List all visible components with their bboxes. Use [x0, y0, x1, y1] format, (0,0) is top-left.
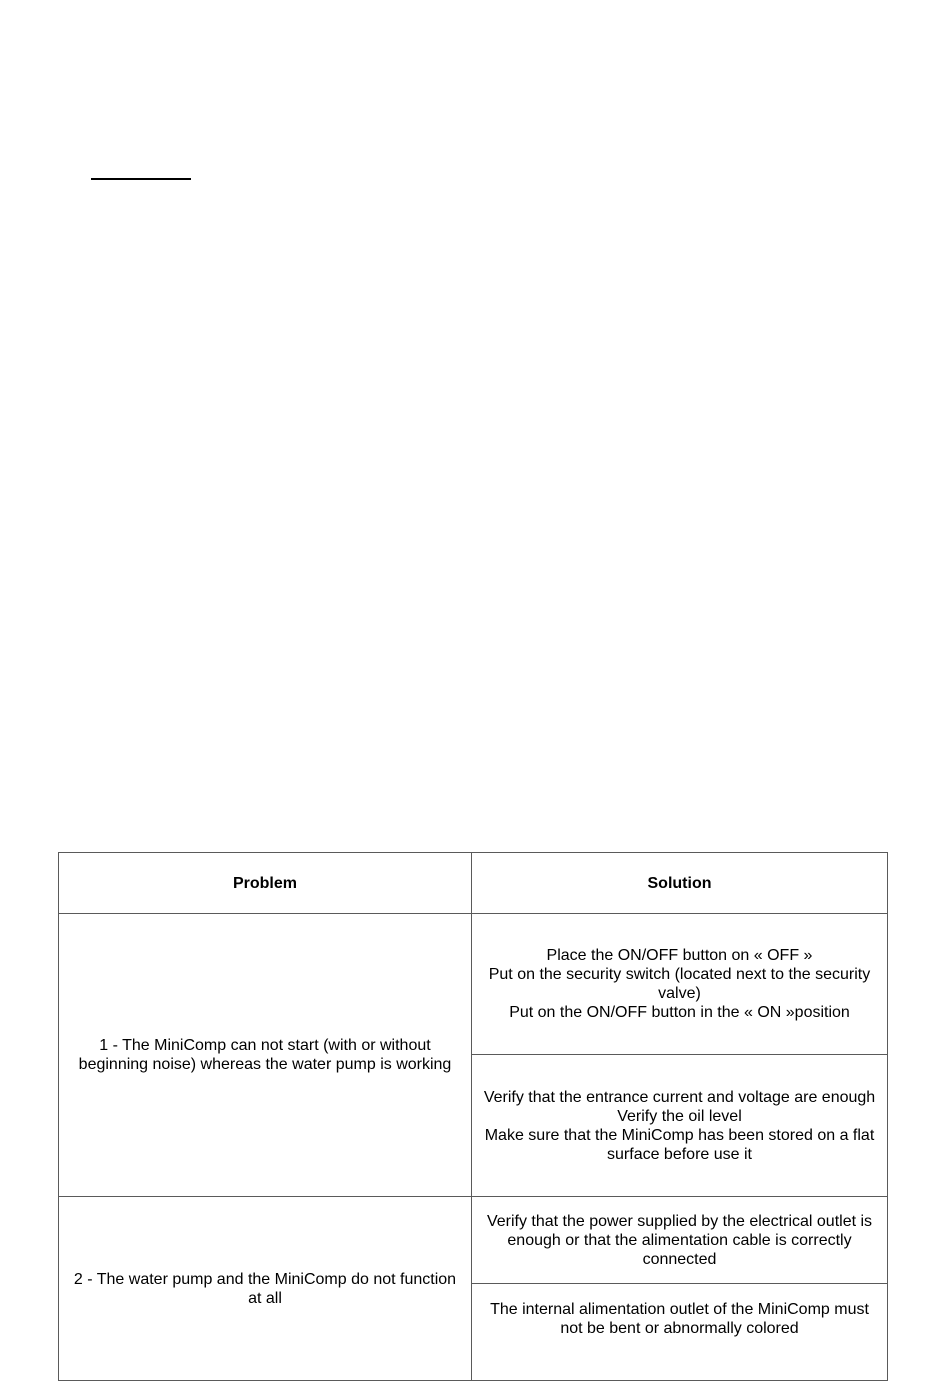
- solution-cell: [472, 1197, 888, 1284]
- solution-line: Put on the ON/OFF button in the « ON »position: [509, 1004, 850, 1021]
- table-header-row: [59, 853, 888, 914]
- troubleshooting-table: [58, 852, 888, 1381]
- solution-header: Solution: [472, 853, 888, 914]
- problem-cell: 1 - The MiniComp can not start (with or without beginning noise) whereas the water pump is working: [59, 914, 472, 1197]
- solution-line: Put on the security switch (located next to the security valve): [488, 966, 871, 1002]
- solution-line: Verify that the entrance current and voltage are enough: [483, 1088, 876, 1106]
- problem-cell: 2 - The water pump and the MiniComp do not function at all: [59, 1197, 472, 1381]
- table-row: [59, 914, 888, 1055]
- solution-line: Make sure that the MiniComp has been stored on a flat surface before use it: [484, 1126, 875, 1163]
- solution-cell: [472, 1055, 888, 1197]
- problem-header: Problem: [59, 853, 472, 914]
- solution-cell: [472, 1284, 888, 1381]
- solution-line: Verify that the power supplied by the electrical outlet is enough or that the alimentation cable is correctly connected: [486, 1212, 873, 1268]
- solution-cell: [472, 914, 888, 1055]
- section-title-underline: [91, 178, 191, 180]
- solution-line: The internal alimentation outlet of the MiniComp must not be bent or abnormally colored: [490, 1301, 869, 1337]
- solution-line: Verify the oil level: [617, 1107, 742, 1125]
- table-row: [59, 1197, 888, 1284]
- solution-line: Place the ON/OFF button on « OFF »: [546, 947, 813, 964]
